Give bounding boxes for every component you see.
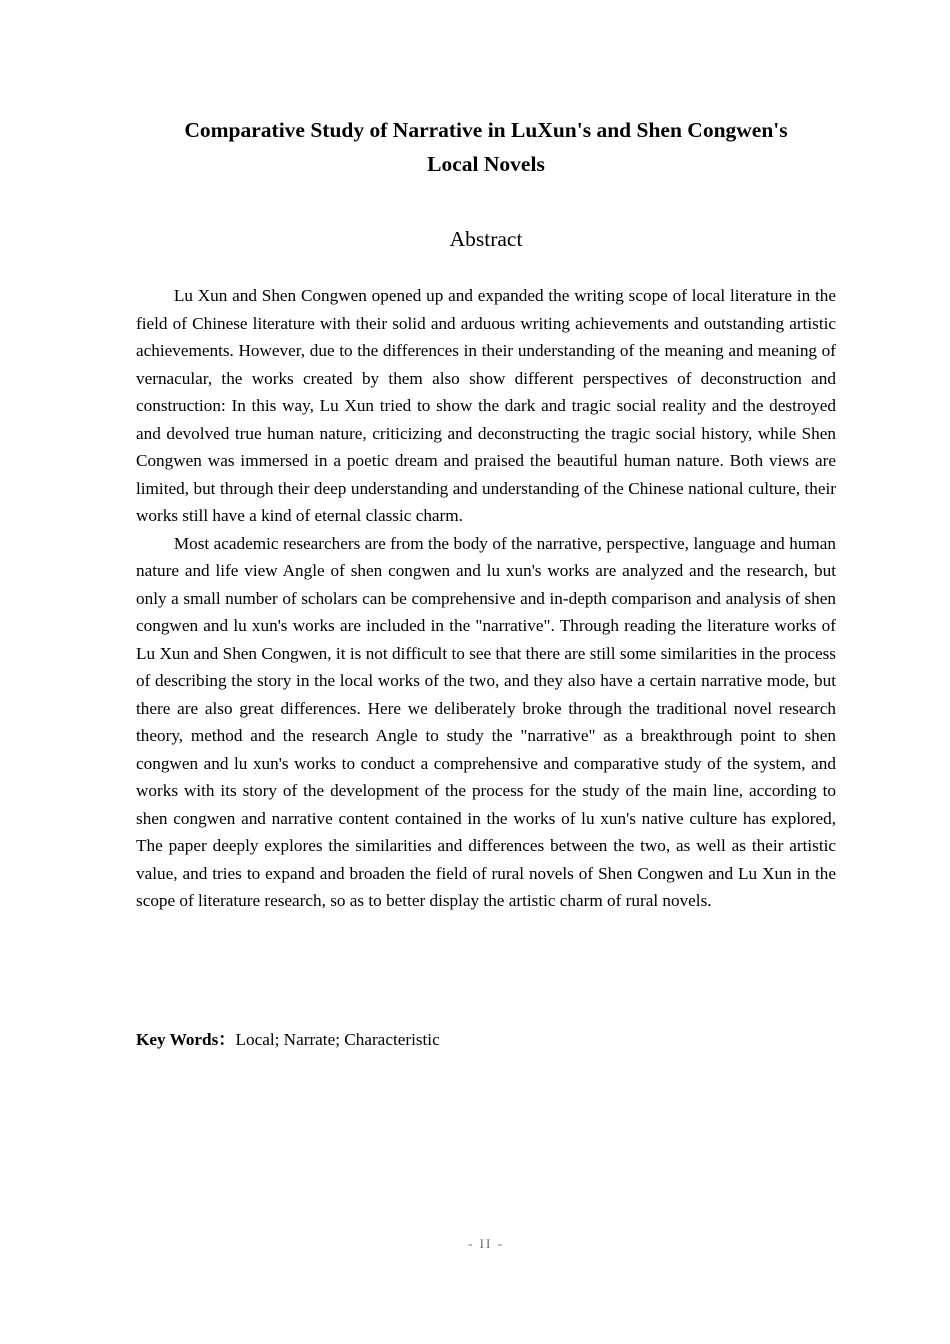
title-line-1: Comparative Study of Narrative in LuXun's and Shen Congwen's <box>184 118 788 142</box>
keywords-value: Local; Narrate; Characteristic <box>235 1030 440 1049</box>
abstract-paragraph-1: Lu Xun and Shen Congwen opened up and expanded the writing scope of local literature in the field of Chinese literature with their solid and arduous writing achievements and outstanding artistic achievements. However, due to the differences in their understanding of the meaning and meaning of vernacular, the works created by them also show different perspectives of deconstruction and construction: In this way, Lu Xun tried to show the dark and tragic social reality and the destroyed and devolved true human nature, criticizing and deconstructing the tragic social history, while Shen Congwen was immersed in a poetic dream and praised the beautiful human nature. Both views are limited, but through their deep understanding and understanding of the Chinese national culture, their works still have a kind of eternal classic charm. <box>136 286 836 525</box>
abstract-paragraph-2: Most academic researchers are from the body of the narrative, perspective, language and human nature and life view Angle of shen congwen and lu xun's works are analyzed and the research, but only a small number of scholars can be comprehensive and in-depth comparison and analysis of shen congwen and lu xun's works are included in the "narrative". Through reading the literature works of Lu Xun and Shen Congwen, it is not difficult to see that there are still some similarities in the process of describing the story in the local works of the two, and they also have a certain narrative mode, but there are also great differences. Here we deliberately broke through the traditional novel research theory, method and the research Angle to study the "narrative" as a breakthrough point to shen congwen and lu xun's works to conduct a comprehensive and comparative study of the system, and works with its story of the development of the process for the study of the main line, according to shen congwen and narrative content contained in the works of lu xun's native culture has explored, The paper deeply explores the similarities and differences between the two, as well as their artistic value, and tries to expand and broaden the field of rural novels of Shen Congwen and Lu Xun in the scope of literature research, so as to better display the artistic charm of rural novels. <box>136 533 836 910</box>
page-number: - II - <box>468 1236 504 1251</box>
keywords-label: Key Words： <box>136 1030 236 1049</box>
paper-title <box>130 113 842 181</box>
title-line-2: Local Novels <box>427 152 545 176</box>
keywords <box>136 1026 440 1054</box>
abstract-body <box>136 282 836 915</box>
abstract-heading: Abstract <box>449 227 523 251</box>
